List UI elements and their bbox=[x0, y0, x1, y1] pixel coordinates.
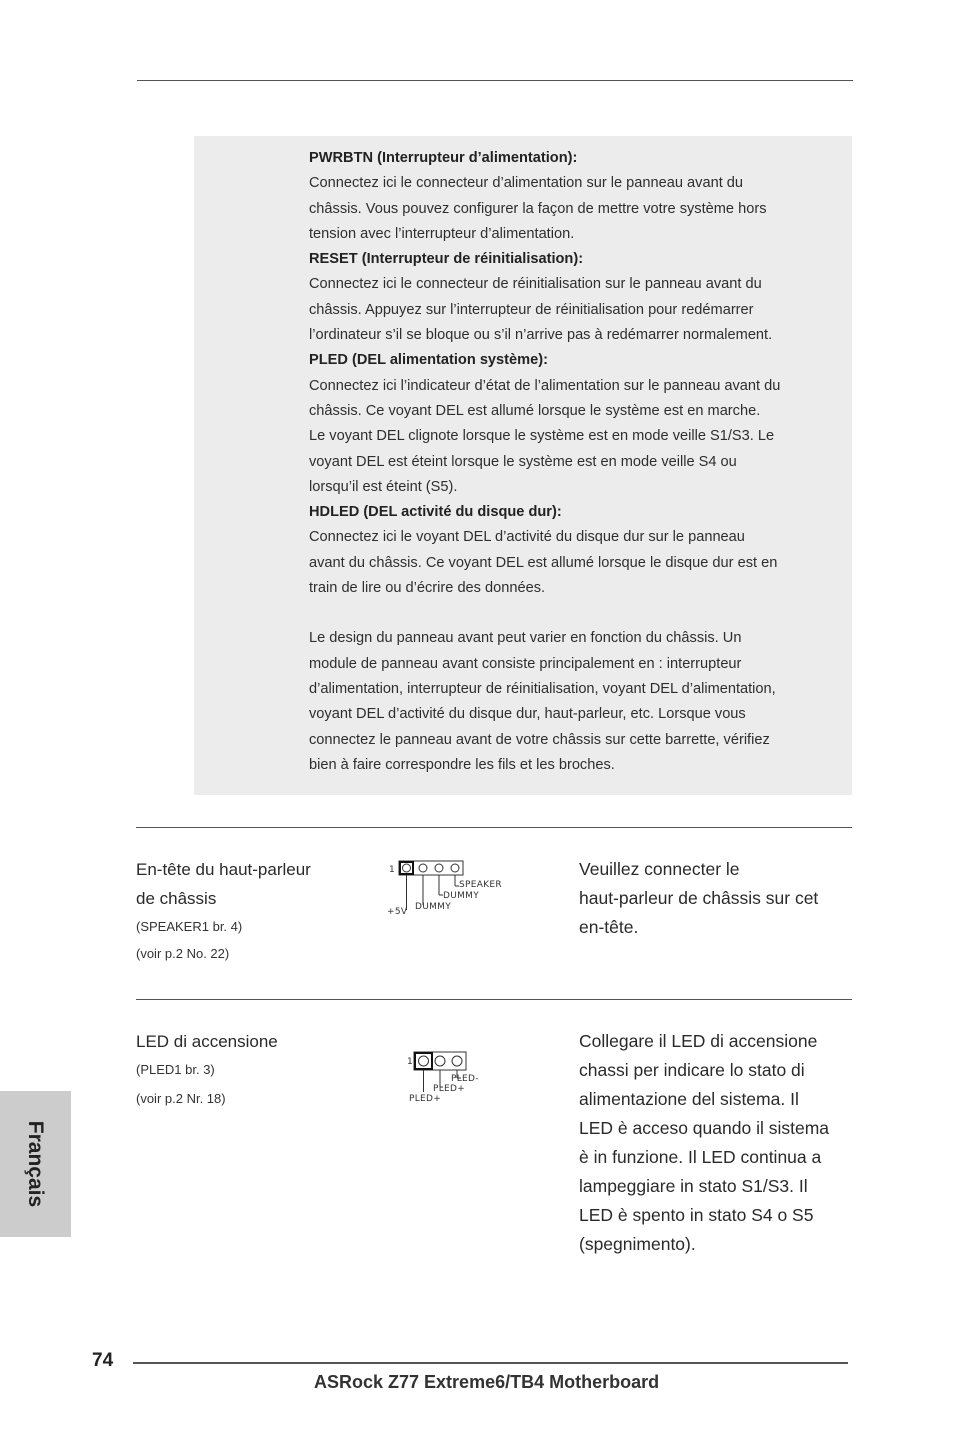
footer-divider bbox=[133, 1362, 848, 1364]
note-spacer bbox=[309, 601, 857, 626]
speaker-pin-label: SPEAKER bbox=[459, 880, 502, 890]
speaker-desc-line: Veuillez connecter le bbox=[579, 859, 740, 879]
note-text-line: Connectez ici le connecteur d’alimentation sur le panneau avant du bbox=[309, 175, 744, 192]
pled-desc-line: chassi per indicare lo stato di bbox=[579, 1060, 805, 1080]
speaker-title-line2: de châssis bbox=[136, 889, 217, 908]
note-text-line: lorsqu’il est éteint (S5). bbox=[309, 478, 458, 495]
pin1-label: 1 bbox=[407, 1057, 414, 1067]
pled-plus-label-1: PLED+ bbox=[433, 1084, 466, 1094]
note-content bbox=[309, 146, 857, 778]
speaker-ref-page: (voir p.2 No. 22) bbox=[136, 946, 230, 961]
speaker-description bbox=[579, 855, 859, 942]
note-text-line: l’ordinateur s’il se bloque ou s’il n’arrive pas à redémarrer normalement. bbox=[309, 327, 773, 344]
pled-desc-line: è in funzione. Il LED continua a bbox=[579, 1147, 822, 1167]
pled-title: LED di accensione bbox=[136, 1032, 278, 1051]
note-text-line: voyant DEL d’activité du disque dur, haut-parleur, etc. Lorsque vous bbox=[309, 706, 746, 723]
dummy-pin-label-2: DUMMY bbox=[415, 902, 452, 912]
note-text-line: connectez le panneau avant de votre châssis sur cette barrette, vérifiez bbox=[309, 731, 770, 748]
note-text-line: module de panneau avant consiste principalement en : interrupteur bbox=[309, 655, 742, 672]
speaker-desc-line: haut-parleur de châssis sur cet bbox=[579, 888, 819, 908]
note-text-line: châssis. Appuyez sur l’interrupteur de réinitialisation pour redémarrer bbox=[309, 301, 754, 318]
note-text-line: Connectez ici le voyant DEL d’activité du disque dur sur le panneau bbox=[309, 529, 745, 546]
speaker-desc-line: en-tête. bbox=[579, 917, 639, 937]
pled-desc-line: LED è acceso quando il sistema bbox=[579, 1118, 829, 1138]
footer-title: ASRock Z77 Extreme6/TB4 Motherboard bbox=[314, 1372, 660, 1392]
language-tab bbox=[0, 1091, 71, 1237]
5v-pin-label: +5V bbox=[387, 907, 408, 917]
pled-minus-label: PLED- bbox=[451, 1074, 479, 1084]
note-heading: PLED (DEL alimentation système): bbox=[309, 352, 548, 369]
note-text-line: châssis. Ce voyant DEL est allumé lorsque le système est en marche. bbox=[309, 402, 761, 419]
pled-plus-label-2: PLED+ bbox=[409, 1094, 442, 1104]
note-text-line: voyant DEL est éteint lorsque le système est en mode veille S4 ou bbox=[309, 453, 737, 470]
note-text-line: tension avec l’interrupteur d’alimentation. bbox=[309, 225, 575, 242]
speaker-ref-pins: (SPEAKER1 br. 4) bbox=[136, 919, 243, 934]
pled-desc-line: Collegare il LED di accensione bbox=[579, 1031, 818, 1051]
pled-description bbox=[579, 1027, 859, 1259]
page-number: 74 bbox=[92, 1350, 114, 1371]
pled-ref-page: (voir p.2 Nr. 18) bbox=[136, 1091, 226, 1106]
pled-pin-diagram bbox=[405, 1048, 485, 1106]
note-text-line: Connectez ici le connecteur de réinitialisation sur le panneau avant du bbox=[309, 276, 762, 293]
pled-header-info bbox=[136, 1027, 366, 1112]
pled-desc-line: lampeggiare in stato S1/S3. Il bbox=[579, 1176, 808, 1196]
note-text-line: Le voyant DEL clignote lorsque le système est en mode veille S1/S3. Le bbox=[309, 428, 775, 445]
speaker-header-info bbox=[136, 855, 366, 967]
note-text-line: bien à faire correspondre les fils et les broches. bbox=[309, 756, 615, 773]
note-heading: PWRBTN (Interrupteur d’alimentation): bbox=[309, 150, 578, 166]
pled-desc-line: (spegnimento). bbox=[579, 1234, 696, 1254]
note-heading: RESET (Interrupteur de réinitialisation): bbox=[309, 251, 584, 268]
note-text-line: châssis. Vous pouvez configurer la façon de mettre votre système hors bbox=[309, 200, 767, 217]
speaker-pin-diagram bbox=[385, 855, 515, 917]
language-tab-label: Français bbox=[24, 1120, 47, 1208]
top-divider bbox=[137, 80, 853, 81]
speaker-title-line1: En-tête du haut-parleur bbox=[136, 860, 311, 879]
note-heading: HDLED (DEL activité du disque dur): bbox=[309, 504, 562, 521]
pin1-label: 1 bbox=[389, 865, 396, 875]
note-text-line: Le design du panneau avant peut varier en fonction du châssis. Un bbox=[309, 630, 742, 647]
note-text-line: d’alimentation, interrupteur de réinitialisation, voyant DEL d’alimentation, bbox=[309, 680, 776, 697]
section-divider bbox=[136, 999, 852, 1000]
note-text-line: avant du châssis. Ce voyant DEL est allumé lorsque le disque dur est en bbox=[309, 554, 778, 571]
note-text-line: Connectez ici l’indicateur d’état de l’alimentation sur le panneau avant du bbox=[309, 377, 781, 394]
pled-desc-line: alimentazione del sistema. Il bbox=[579, 1089, 799, 1109]
dummy-pin-label-1: DUMMY bbox=[443, 891, 480, 901]
section-divider bbox=[136, 827, 852, 828]
pled-desc-line: LED è spento in stato S4 o S5 bbox=[579, 1205, 814, 1225]
pled-ref-pins: (PLED1 br. 3) bbox=[136, 1062, 215, 1077]
note-text-line: train de lire ou d’écrire des données. bbox=[309, 580, 546, 597]
